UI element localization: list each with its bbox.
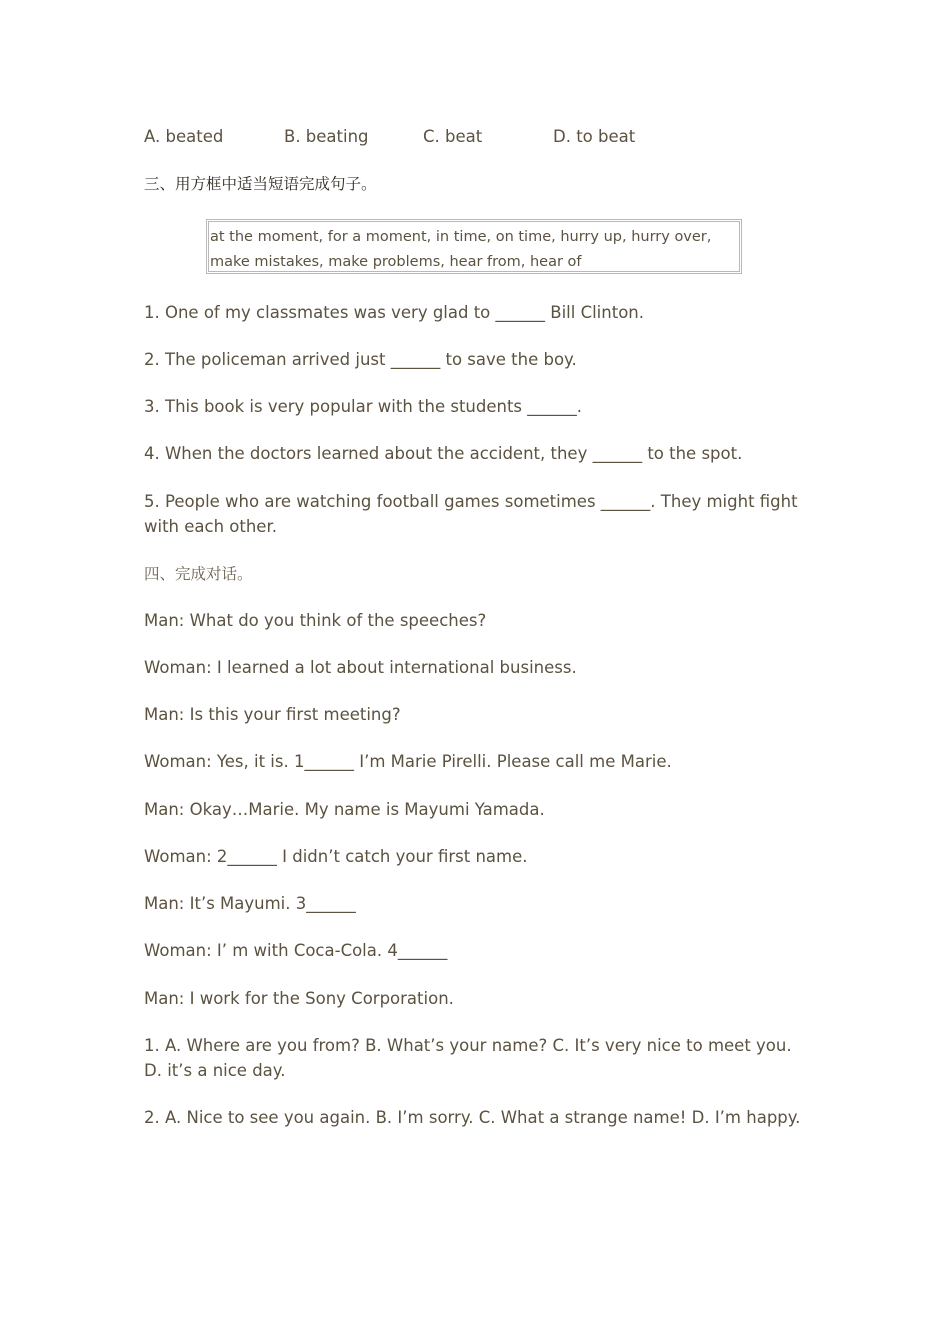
dialogue-line-5: Man: Okay…Marie. My name is Mayumi Yamada.: [144, 800, 545, 819]
dialogue-line-3: Man: Is this your first meeting?: [144, 705, 401, 724]
dialogue-line-6: Woman: 2______ I didn’t catch your first name.: [144, 847, 528, 866]
sentence-4: 4. When the doctors learned about the accident, they ______ to the spot.: [144, 444, 743, 463]
phrase-box-text: [210, 225, 740, 275]
dialogue-line-8: Woman: I’ m with Coca-Cola. 4______: [144, 941, 448, 960]
option-a: A. beated: [144, 127, 224, 146]
option-d: D. to beat: [553, 127, 636, 146]
dialogue-line-2: Woman: I learned a lot about international business.: [144, 658, 577, 677]
dialogue-line-1: Man: What do you think of the speeches?: [144, 611, 487, 630]
phrase-box-line-2: make mistakes, make problems, hear from, hear of: [210, 254, 582, 270]
option-c: C. beat: [423, 127, 483, 146]
section-4-heading: 四、完成对话。: [144, 565, 253, 583]
phrase-box-line-1: at the moment, for a moment, in time, on time, hurry up, hurry over,: [210, 229, 712, 245]
dialogue-line-7: Man: It’s Mayumi. 3______: [144, 894, 356, 913]
sentence-1: 1. One of my classmates was very glad to ______ Bill Clinton.: [144, 303, 644, 322]
dialogue-line-4: Woman: Yes, it is. 1______ I’m Marie Pirelli. Please call me Marie.: [144, 752, 672, 771]
sentence-5: 5. People who are watching football games sometimes ______. They might fight with each other.: [144, 492, 798, 536]
answer-options-row: [144, 124, 635, 149]
choice-question-1: 1. A. Where are you from? B. What’s your name? C. It’s very nice to meet you. D. it’s a nice day.: [144, 1036, 792, 1080]
sentence-3: 3. This book is very popular with the students ______.: [144, 397, 583, 416]
option-b: B. beating: [284, 127, 369, 146]
choice-question-2: 2. A. Nice to see you again. B. I’m sorry. C. What a strange name! D. I’m happy.: [144, 1108, 801, 1127]
phrase-box: [206, 219, 742, 274]
dialogue-line-9: Man: I work for the Sony Corporation.: [144, 989, 454, 1008]
section-3-heading: 三、用方框中适当短语完成句子。: [144, 175, 377, 193]
sentence-2: 2. The policeman arrived just ______ to save the boy.: [144, 350, 577, 369]
